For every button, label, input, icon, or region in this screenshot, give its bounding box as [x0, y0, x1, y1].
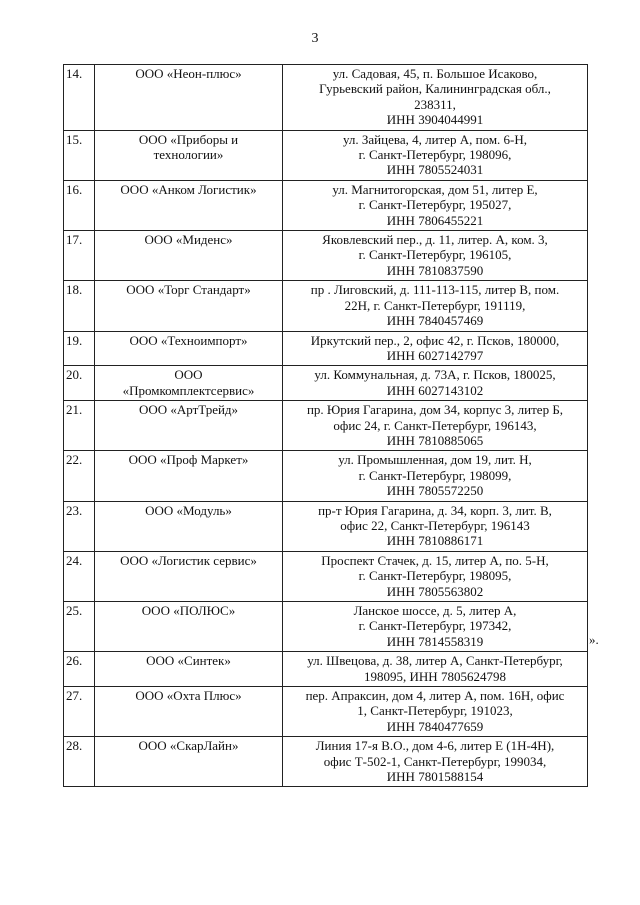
- organization-name-line: ООО «Торг Стандарт»: [126, 282, 251, 298]
- row-number: 17.: [64, 231, 95, 281]
- table-row: [64, 180, 588, 230]
- row-number: 27.: [64, 687, 95, 737]
- organization-name-line: ООО «СкарЛайн»: [138, 738, 239, 754]
- row-number: 22.: [64, 451, 95, 501]
- address-line: ул. Промышленная, дом 19, лит. Н,: [338, 452, 532, 468]
- address-line: ул. Зайцева, 4, литер А, пом. 6-Н,: [342, 131, 528, 147]
- organization-name-cell: [95, 65, 283, 131]
- address-line: офис Т-502-1, Санкт-Петербург, 199034,: [323, 753, 547, 769]
- address-line: ИНН 7840457469: [386, 313, 484, 329]
- address-cell: [283, 687, 588, 737]
- address-line: пр. Юрия Гагарина, дом 34, корпус 3, литер Б,: [306, 402, 564, 418]
- address-line: ИНН 7814558319: [386, 633, 484, 649]
- address-line: пр . Лиговский, д. 111-113-115, литер В, пом.: [310, 282, 560, 298]
- organization-name-line: ООО «Модуль»: [145, 502, 232, 518]
- address-line: ул. Садовая, 45, п. Большое Исаково,: [332, 66, 538, 81]
- row-number: 15.: [64, 130, 95, 180]
- table-row: [64, 401, 588, 451]
- organization-name-cell: [95, 366, 283, 401]
- address-line: ИНН 7810837590: [386, 262, 484, 278]
- address-line: 22Н, г. Санкт-Петербург, 191119,: [344, 297, 526, 313]
- address-line: г. Санкт-Петербург, 198095,: [358, 568, 512, 584]
- row-number: 21.: [64, 401, 95, 451]
- address-line: Проспект Стачек, д. 15, литер А, по. 5-Н,: [321, 552, 549, 568]
- table-row: [64, 231, 588, 281]
- organization-name-cell: [95, 737, 283, 787]
- organization-name-line: ООО «Приборы и: [138, 131, 239, 147]
- organization-name-line: ООО «ПОЛЮС»: [141, 603, 236, 618]
- organization-name-line: ООО «Проф Маркет»: [128, 452, 249, 468]
- organization-name-cell: [95, 231, 283, 281]
- organization-name-line: ООО «Неон-плюс»: [135, 66, 242, 81]
- address-line: ИНН 7810885065: [386, 432, 484, 448]
- organization-name-cell: [95, 501, 283, 551]
- row-number: 25.: [64, 602, 95, 652]
- address-line: ИНН 7810886171: [386, 533, 484, 549]
- address-line: ул. Швецова, д. 38, литер А, Санкт-Петербург,: [307, 653, 563, 669]
- table-row: [64, 451, 588, 501]
- organization-name-cell: [95, 451, 283, 501]
- address-line: офис 22, Санкт-Петербург, 196143: [340, 517, 530, 533]
- address-cell: [283, 65, 588, 131]
- organization-name-cell: [95, 602, 283, 652]
- page-number: 3: [311, 31, 319, 46]
- address-line: ИНН 7801588154: [386, 769, 484, 785]
- address-line: пер. Апраксин, дом 4, литер А, пом. 16Н, офис: [305, 688, 565, 704]
- table-row: [64, 331, 588, 366]
- address-line: г. Санкт-Петербург, 198099,: [358, 467, 512, 483]
- address-line: офис 24, г. Санкт-Петербург, 196143,: [333, 417, 537, 433]
- row-number: 16.: [64, 180, 95, 230]
- address-cell: [283, 180, 588, 230]
- address-line: 198095, ИНН 7805624798: [364, 668, 506, 684]
- organization-name-cell: [95, 687, 283, 737]
- organization-name-cell: [95, 281, 283, 331]
- organization-name-line: ООО «Миденс»: [144, 232, 233, 248]
- address-line: ИНН 7805563802: [386, 583, 484, 599]
- address-line: Иркутский пер., 2, офис 42, г. Псков, 180000,: [310, 332, 560, 348]
- address-line: ИНН 7805524031: [386, 162, 484, 178]
- organization-name-line: технологии»: [153, 147, 224, 163]
- row-number: 24.: [64, 551, 95, 601]
- address-cell: [283, 331, 588, 366]
- organization-name-cell: [95, 551, 283, 601]
- address-line: ИНН 7840477659: [386, 718, 484, 734]
- row-number: 14.: [64, 65, 95, 131]
- table-row: [64, 551, 588, 601]
- address-line: Гурьевский район, Калининградская обл.,: [319, 81, 551, 97]
- table-row: [64, 130, 588, 180]
- address-cell: [283, 401, 588, 451]
- row-number: 19.: [64, 331, 95, 366]
- table-row: [64, 687, 588, 737]
- organization-name-cell: [95, 180, 283, 230]
- address-line: ИНН 3904044991: [386, 112, 484, 128]
- address-line: Ланское шоссе, д. 5, литер А,: [353, 603, 517, 618]
- address-cell: [283, 602, 588, 652]
- address-line: ИНН 6027143102: [386, 382, 484, 398]
- address-cell: [283, 737, 588, 787]
- organization-name-line: «Промкомплектсервис»: [122, 382, 255, 398]
- address-line: Яковлевский пер., д. 11, литер. А, ком. 3,: [322, 232, 548, 248]
- table-row: [64, 65, 588, 131]
- organizations-table: [63, 64, 588, 787]
- address-cell: [283, 451, 588, 501]
- closing-quote-mark: ».: [589, 632, 599, 647]
- organization-name-line: ООО «Техноимпорт»: [129, 332, 248, 348]
- address-cell: [283, 130, 588, 180]
- address-cell: [283, 231, 588, 281]
- organization-name-line: ООО «Охта Плюс»: [135, 688, 242, 704]
- organization-name-line: ООО: [174, 367, 203, 383]
- address-cell: [283, 501, 588, 551]
- address-line: Линия 17-я В.О., дом 4-6, литер Е (1Н-4Н),: [315, 738, 555, 754]
- address-line: г. Санкт-Петербург, 198096,: [358, 147, 512, 163]
- organization-name-line: ООО «Анком Логистик»: [120, 181, 257, 197]
- address-cell: [283, 652, 588, 687]
- row-number: 23.: [64, 501, 95, 551]
- address-line: г. Санкт-Петербург, 197342,: [358, 618, 512, 634]
- organization-name-line: ООО «Логистик сервис»: [120, 552, 257, 568]
- address-line: г. Санкт-Петербург, 195027,: [358, 197, 512, 213]
- address-line: ул. Магнитогорская, дом 51, литер Е,: [332, 181, 538, 197]
- address-line: ИНН 6027142797: [386, 347, 484, 363]
- table-row: [64, 281, 588, 331]
- address-line: г. Санкт-Петербург, 196105,: [358, 247, 512, 263]
- organization-name-cell: [95, 401, 283, 451]
- organization-name-cell: [95, 130, 283, 180]
- address-line: пр-т Юрия Гагарина, д. 34, корп. 3, лит. В,: [318, 502, 552, 518]
- row-number: 20.: [64, 366, 95, 401]
- row-number: 26.: [64, 652, 95, 687]
- table-row: [64, 602, 588, 652]
- row-number: 18.: [64, 281, 95, 331]
- table-row: [64, 652, 588, 687]
- organization-name-cell: [95, 652, 283, 687]
- organization-name-cell: [95, 331, 283, 366]
- organization-name-line: ООО «Синтек»: [146, 653, 231, 669]
- table-row: [64, 501, 588, 551]
- row-number: 28.: [64, 737, 95, 787]
- address-line: 238311,: [414, 96, 456, 112]
- address-cell: [283, 281, 588, 331]
- address-line: ИНН 7805572250: [386, 483, 484, 499]
- address-cell: [283, 366, 588, 401]
- table-body: [64, 65, 588, 787]
- table-row: [64, 366, 588, 401]
- address-line: ул. Коммунальная, д. 73А, г. Псков, 180025,: [314, 367, 556, 383]
- table-row: [64, 737, 588, 787]
- organization-name-line: ООО «АртТрейд»: [138, 402, 239, 418]
- address-line: 1, Санкт-Петербург, 191023,: [357, 703, 513, 719]
- address-line: ИНН 7806455221: [386, 212, 484, 228]
- address-cell: [283, 551, 588, 601]
